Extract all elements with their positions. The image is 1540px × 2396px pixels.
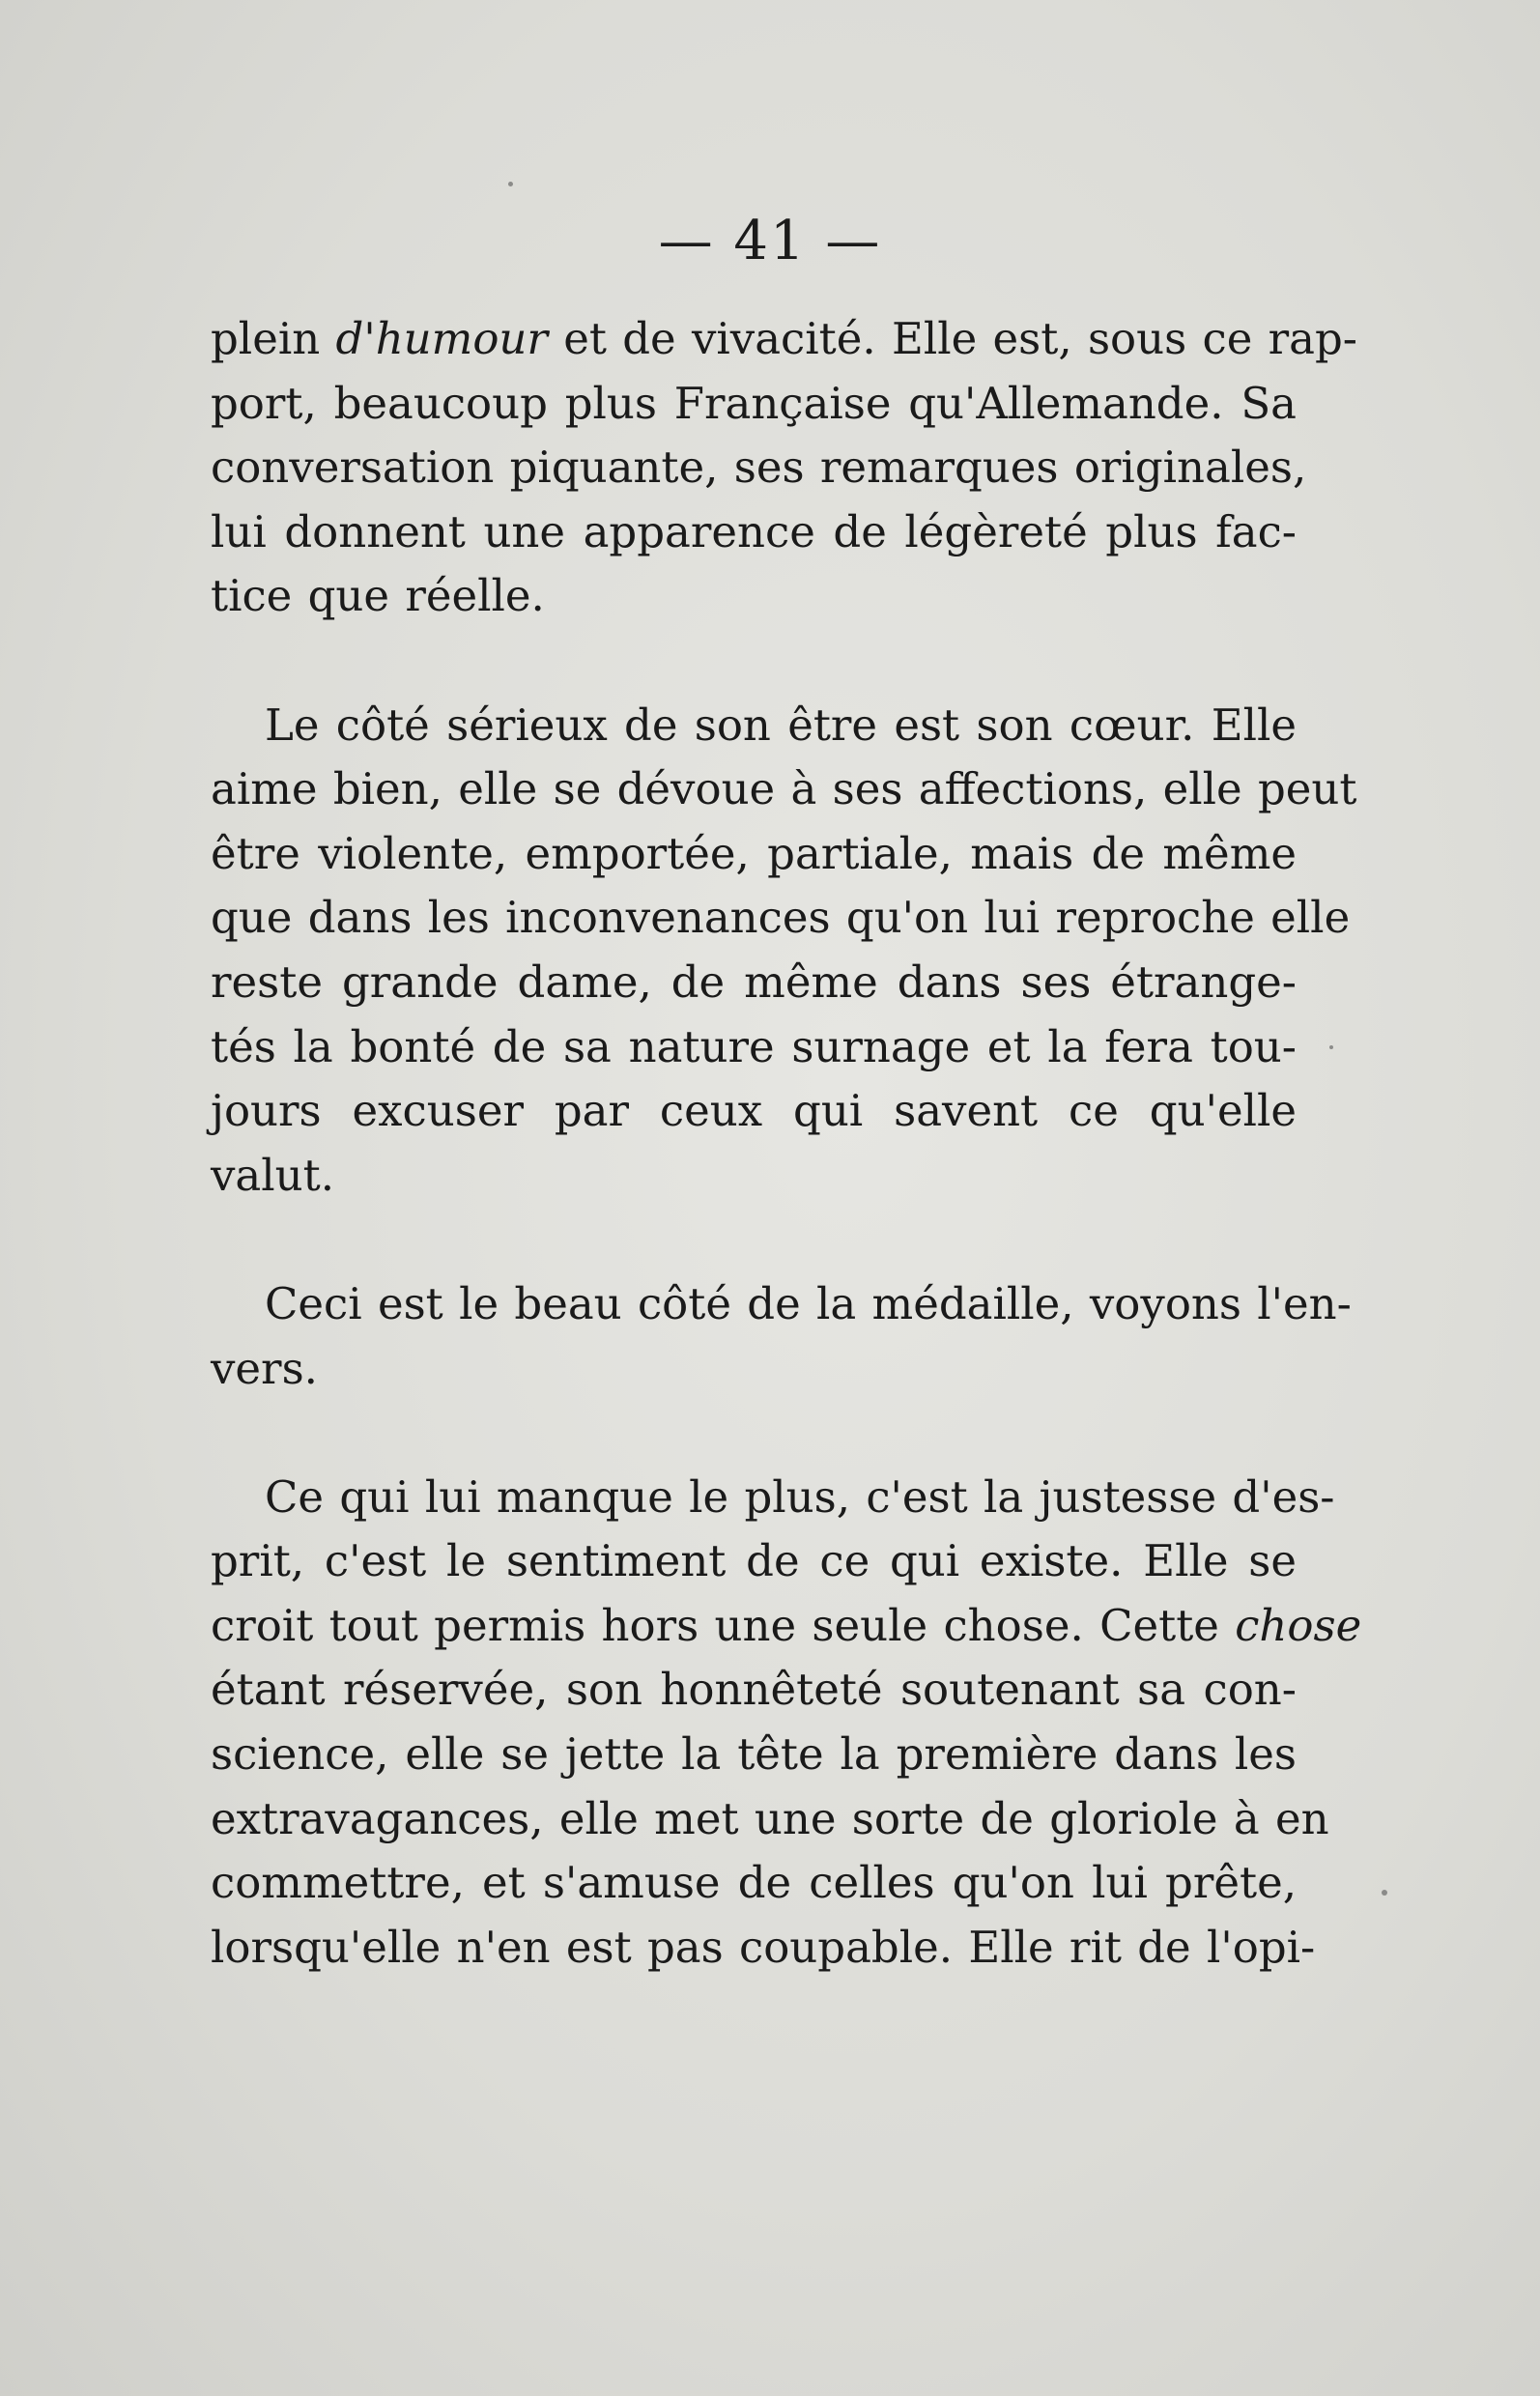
italic-word: d'humour <box>335 313 548 364</box>
text-line: aime bien, elle se dévoue à ses affections, elle peut <box>211 763 1357 815</box>
text-line: Ceci est le beau côté de la médaille, voyons l'en- <box>265 1277 1352 1329</box>
text-line: science, elle se jette la tête la première dans les <box>211 1728 1297 1781</box>
text-line: extravagances, elle met une sorte de gloriole à en <box>211 1792 1329 1844</box>
text-line: commettre, et s'amuse de celles qu'on lui prête, <box>211 1857 1297 1909</box>
body-text <box>211 307 1362 1980</box>
paper-speck <box>508 182 513 186</box>
text-line: lui donnent une apparence de légèreté plus fac- <box>211 505 1297 557</box>
text-line: valut. <box>211 1149 335 1201</box>
text-line: tés la bonté de sa nature surnage et la fera tou- <box>211 1020 1297 1072</box>
paragraph-gap <box>211 1208 1297 1272</box>
italic-word: chose <box>1235 1599 1362 1651</box>
text-line: jours excuser par ceux qui savent ce qu'elle <box>211 1085 1297 1137</box>
paragraph-gap <box>211 629 1297 694</box>
text-line: port, beaucoup plus Française qu'Allemande. Sa <box>211 377 1297 429</box>
paragraph <box>211 1466 1362 1981</box>
paragraph <box>211 694 1357 1209</box>
text-line: Ce qui lui manque le plus, c'est la justesse d'es- <box>265 1470 1335 1523</box>
text-line: tice que réelle. <box>211 570 545 622</box>
text-line: croit tout permis hors une seule chose. Cette chose <box>211 1599 1362 1651</box>
paper-speck <box>1329 1045 1333 1049</box>
text-line: que dans les inconvenances qu'on lui reproche elle <box>211 892 1351 944</box>
text-line: prit, c'est le sentiment de ce qui existe. Elle se <box>211 1535 1297 1587</box>
text-line: reste grande dame, de même dans ses étrange- <box>211 956 1297 1008</box>
text-line: vers. <box>211 1342 318 1394</box>
paragraph-gap <box>211 1401 1297 1466</box>
paragraph <box>211 307 1358 629</box>
text-line: conversation piquante, ses remarques originales, <box>211 442 1307 494</box>
text-line: être violente, emportée, partiale, mais de même <box>211 827 1297 879</box>
text-line: plein d'humour et de vivacité. Elle est, sous ce rap- <box>211 313 1358 364</box>
page-number: — 41 — <box>658 210 882 272</box>
paragraph <box>211 1272 1352 1401</box>
text-line: Le côté sérieux de son être est son cœur. Elle <box>265 699 1297 751</box>
text-line: lorsqu'elle n'en est pas coupable. Elle rit de l'opi- <box>211 1921 1316 1973</box>
text-line: étant réservée, son honnêteté soutenant sa con- <box>211 1664 1297 1716</box>
paper-speck <box>1382 1890 1387 1896</box>
